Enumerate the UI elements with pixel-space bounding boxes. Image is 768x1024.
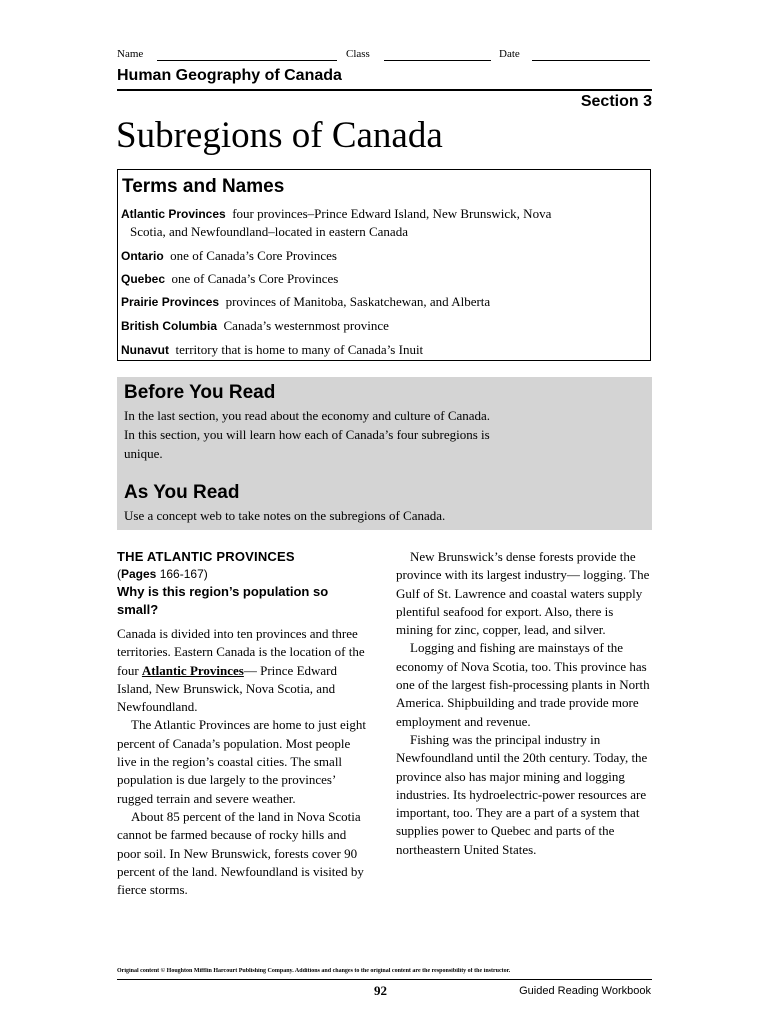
term-definition: one of Canada’s Core Provinces xyxy=(170,248,337,263)
term-name: Atlantic Provinces xyxy=(121,207,226,221)
term-quebec xyxy=(121,270,641,288)
paragraph: New Brunswick’s dense forests provide the province with its largest industry— logging. The Gulf of St. Lawrence and coastal waters supply plentiful seafood for export. Also, there is mining for zinc, copper, lead, and silver. xyxy=(396,549,650,638)
term-atlantic xyxy=(121,205,641,241)
term-name: Prairie Provinces xyxy=(121,295,220,309)
paragraph-text: — Prince Edward Island, New Brunswick, Nova Scotia, and Newfoundland. xyxy=(117,662,337,715)
class-blank xyxy=(384,60,491,61)
right-column xyxy=(396,548,652,859)
pages-range: 166-167 xyxy=(159,567,204,581)
terms-heading: Terms and Names xyxy=(122,176,285,197)
name-label: Name xyxy=(117,48,144,60)
header-rule xyxy=(117,89,652,91)
as-you-read-text: Use a concept web to take notes on the subregions of Canada. xyxy=(124,508,446,523)
page-number: 92 xyxy=(374,983,387,998)
term-definition-cont: Scotia, and Newfoundland–located in eastern Canada xyxy=(130,224,408,239)
paragraph: Logging and fishing are mainstays of the economy of Nova Scotia, too. This province has one of the largest fish-processing plants in North America. Shipbuilding and trade provide more employment and revenue. xyxy=(396,640,650,729)
guiding-question: Why is this region’s population so small? xyxy=(117,584,329,617)
before-you-read-line: In the last section, you read about the economy and culture of Canada. xyxy=(124,408,491,423)
workbook-label: Guided Reading Workbook xyxy=(519,985,651,997)
term-name: Quebec xyxy=(121,272,166,286)
before-you-read-line: unique. xyxy=(124,446,163,461)
date-blank xyxy=(532,60,650,61)
copyright-notice: Original content © Houghton Mifflin Harcourt Publishing Company. Additions and changes to the original content are the responsibility of the instructor. xyxy=(117,968,511,974)
article-heading: THE ATLANTIC PROVINCES xyxy=(117,549,295,564)
term-name: Ontario xyxy=(121,249,164,263)
page-title: Subregions of Canada xyxy=(116,115,443,156)
class-label: Class xyxy=(346,48,370,60)
name-blank xyxy=(157,60,337,61)
pages-reference: (Pages 166-167) xyxy=(117,567,208,581)
paragraph: Fishing was the principal industry in Newfoundland until the 20th century. Today, the province also has major mining and logging industries. Its hydroelectric-power resources are important, too. They are a part of a system that supplies power to Quebec and parts of the northeastern United States. xyxy=(396,731,648,857)
term-name: British Columbia xyxy=(121,319,218,333)
term-highlight: Atlantic Provinces xyxy=(141,662,244,678)
term-definition: Canada’s westernmost province xyxy=(223,318,389,333)
paragraph-text: Canada is divided into ten provinces and three territories. Eastern Canada is the location of the four xyxy=(117,626,365,678)
term-definition: four provinces–Prince Edward Island, New Brunswick, Nova xyxy=(232,206,552,221)
student-info-line xyxy=(117,46,652,64)
pages-label: Pages xyxy=(121,567,157,581)
term-prairie xyxy=(121,293,641,311)
term-definition: territory that is home to many of Canada’s Inuit xyxy=(175,342,424,357)
course-title: Human Geography of Canada xyxy=(117,67,342,84)
term-british-columbia xyxy=(121,317,641,335)
terms-box xyxy=(117,169,651,361)
paragraph: The Atlantic Provinces are home to just eight percent of Canada’s population. Most people live in the region’s coastal cities. The small population is due largely to the provinces’ rugged terrain and severe weather. xyxy=(117,717,367,806)
footer-rule xyxy=(117,979,652,980)
term-definition: one of Canada’s Core Provinces xyxy=(171,271,339,286)
paragraph: About 85 percent of the land in Nova Scotia cannot be farmed because of rocky hills and poor soil. In New Brunswick, forests cover 90 percent of the land. Newfoundland is visited by fierce storms. xyxy=(117,808,364,898)
term-definition: provinces of Manitoba, Saskatchewan, and Alberta xyxy=(225,294,491,309)
term-name: Nunavut xyxy=(121,343,169,357)
date-label: Date xyxy=(499,48,520,60)
before-you-read-line: In this section, you will learn how each of Canada’s four subregions is xyxy=(124,427,490,442)
left-column xyxy=(117,548,372,899)
section-label: Section 3 xyxy=(580,93,652,110)
as-you-read-heading: As You Read xyxy=(124,482,240,503)
paragraph xyxy=(117,625,372,716)
term-nunavut xyxy=(121,341,641,359)
term-ontario xyxy=(121,247,641,265)
before-you-read-heading: Before You Read xyxy=(124,382,276,403)
reading-guide-box xyxy=(117,377,652,530)
